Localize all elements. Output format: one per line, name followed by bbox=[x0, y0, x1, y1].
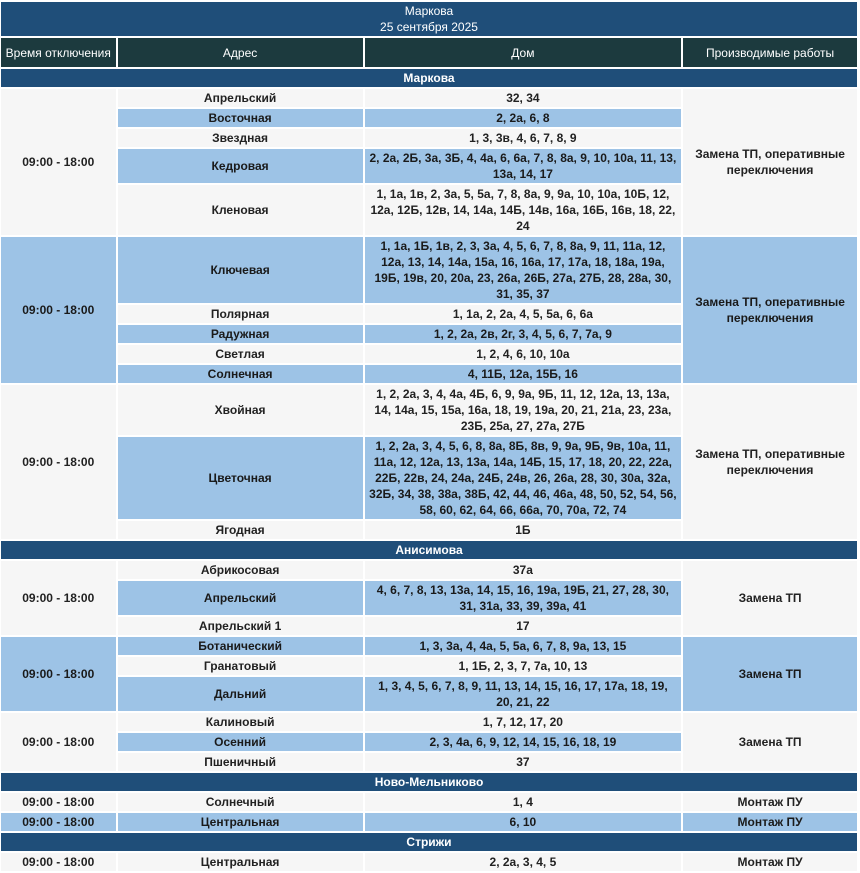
houses-cell: 1, 3, 3а, 4, 4а, 5, 5а, 6, 7, 8, 9а, 13, 15 bbox=[365, 637, 681, 655]
section-heading: Ново-Мельниково bbox=[1, 773, 857, 791]
outage-time-cell: 09:00 - 18:00 bbox=[1, 89, 116, 235]
section-heading: Маркова bbox=[1, 69, 857, 87]
houses-cell: 1, 1а, 1Б, 1в, 2, 3, 3а, 4, 5, 6, 7, 8, 8а, 9, 11, 11а, 12, 12а, 13, 14, 14а, 15а, 16, 16а, 17, 17а, 18, 18а, 19а, 19Б, 19в, 20, 20а, 23, 26а, 26Б, 27а, 27Б, 28, 28а, 30, 31, 35, 37 bbox=[365, 237, 681, 303]
houses-cell: 1, 2, 2а, 3, 4, 5, 6, 8, 8а, 8Б, 8в, 9, 9а, 9Б, 9в, 10а, 11, 11а, 12, 12а, 13, 13а, 14а, 14Б, 15, 17, 18, 20, 22, 22а, 22Б, 22в, 24, 24а, 24Б, 24в, 26, 26а, 28, 30, 30а, 32а, 32Б, 34, 38, 38а, 38Б, 42, 44, 46, 46а, 48, 50, 52, 54, 56, 58, 60, 62, 64, 66, 66а, 70, 70а, 72, 74 bbox=[365, 437, 681, 519]
section-heading: Анисимова bbox=[1, 541, 857, 559]
column-header-house: Дом bbox=[365, 38, 681, 67]
section-row bbox=[1, 833, 857, 851]
houses-cell: 1, 3, 3в, 4, 6, 7, 8, 9 bbox=[365, 129, 681, 147]
street-cell: Кленовая bbox=[118, 185, 363, 235]
street-cell: Восточная bbox=[118, 109, 363, 127]
column-header-row bbox=[1, 38, 857, 67]
street-cell: Апрельский 1 bbox=[118, 617, 363, 635]
houses-cell: 2, 2а, 2Б, 3а, 3Б, 4, 4а, 6, 6а, 7, 8, 8а, 9, 10, 10а, 11, 13, 13а, 14, 17 bbox=[365, 149, 681, 183]
work-type-cell: Замена ТП bbox=[683, 713, 857, 771]
houses-cell: 32, 34 bbox=[365, 89, 681, 107]
table-row bbox=[1, 793, 857, 811]
column-header-time: Время отключения bbox=[1, 38, 116, 67]
street-cell: Солнечный bbox=[118, 793, 363, 811]
work-type-cell: Монтаж ПУ bbox=[683, 793, 857, 811]
street-cell: Ключевая bbox=[118, 237, 363, 303]
work-type-cell: Замена ТП bbox=[683, 637, 857, 711]
section-row bbox=[1, 69, 857, 87]
work-type-cell: Замена ТП bbox=[683, 561, 857, 635]
houses-cell: 1, 7, 12, 17, 20 bbox=[365, 713, 681, 731]
street-cell: Ягодная bbox=[118, 521, 363, 539]
street-cell: Апрельский bbox=[118, 89, 363, 107]
outage-time-cell: 09:00 - 18:00 bbox=[1, 561, 116, 635]
work-type-cell: Замена ТП, оперативные переключения bbox=[683, 89, 857, 235]
outage-time-cell: 09:00 - 18:00 bbox=[1, 237, 116, 383]
houses-cell: 4, 11Б, 12а, 15Б, 16 bbox=[365, 365, 681, 383]
street-cell: Дальний bbox=[118, 677, 363, 711]
street-cell: Звездная bbox=[118, 129, 363, 147]
street-cell: Ботанический bbox=[118, 637, 363, 655]
houses-cell: 17 bbox=[365, 617, 681, 635]
houses-cell: 1, 3, 4, 5, 6, 7, 8, 9, 11, 13, 14, 15, 16, 17, 17а, 18, 19, 20, 21, 22 bbox=[365, 677, 681, 711]
table-title bbox=[1, 2, 857, 36]
section-row bbox=[1, 541, 857, 559]
section-row bbox=[1, 773, 857, 791]
houses-cell: 1, 2, 4, 6, 10, 10а bbox=[365, 345, 681, 363]
street-cell: Полярная bbox=[118, 305, 363, 323]
street-cell: Пшеничный bbox=[118, 753, 363, 771]
street-cell: Радужная bbox=[118, 325, 363, 343]
work-type-cell: Монтаж ПУ bbox=[683, 813, 857, 831]
street-cell: Цветочная bbox=[118, 437, 363, 519]
table-row bbox=[1, 813, 857, 831]
section-heading: Стрижи bbox=[1, 833, 857, 851]
schedule-body bbox=[1, 69, 857, 871]
houses-cell: 1, 1а, 2, 2а, 4, 5, 5а, 6, 6а bbox=[365, 305, 681, 323]
houses-cell: 37а bbox=[365, 561, 681, 579]
street-cell: Солнечная bbox=[118, 365, 363, 383]
table-row bbox=[1, 853, 857, 871]
outage-time-cell: 09:00 - 18:00 bbox=[1, 385, 116, 539]
outage-time-cell: 09:00 - 18:00 bbox=[1, 813, 116, 831]
work-type-cell: Замена ТП, оперативные переключения bbox=[683, 385, 857, 539]
houses-cell: 37 bbox=[365, 753, 681, 771]
table-row bbox=[1, 385, 857, 435]
outage-time-cell: 09:00 - 18:00 bbox=[1, 637, 116, 711]
houses-cell: 2, 2а, 3, 4, 5 bbox=[365, 853, 681, 871]
street-cell: Гранатовый bbox=[118, 657, 363, 675]
houses-cell: 1, 2, 2а, 3, 4, 4а, 4Б, 6, 9, 9а, 9Б, 11, 12, 12а, 13, 13а, 14, 14а, 15, 15а, 16а, 18, 19, 19а, 20, 21, 21а, 23, 23а, 23Б, 25а, 27, 27а, 27Б bbox=[365, 385, 681, 435]
houses-cell: 1, 2, 2а, 2в, 2г, 3, 4, 5, 6, 7, 7а, 9 bbox=[365, 325, 681, 343]
houses-cell: 6, 10 bbox=[365, 813, 681, 831]
table-row bbox=[1, 713, 857, 731]
work-type-cell: Замена ТП, оперативные переключения bbox=[683, 237, 857, 383]
table-row bbox=[1, 237, 857, 303]
locality-title: Маркова bbox=[404, 4, 454, 18]
table-row bbox=[1, 89, 857, 107]
houses-cell: 1Б bbox=[365, 521, 681, 539]
column-header-address: Адрес bbox=[118, 38, 363, 67]
table-row bbox=[1, 561, 857, 579]
houses-cell: 2, 3, 4а, 6, 9, 12, 14, 15, 16, 18, 19 bbox=[365, 733, 681, 751]
houses-cell: 1, 1Б, 2, 3, 7, 7а, 10, 13 bbox=[365, 657, 681, 675]
column-header-work: Производимые работы bbox=[683, 38, 857, 67]
houses-cell: 4, 6, 7, 8, 13, 13а, 14, 15, 16, 19а, 19Б, 21, 27, 28, 30, 31, 31а, 33, 39, 39а, 41 bbox=[365, 581, 681, 615]
outage-time-cell: 09:00 - 18:00 bbox=[1, 853, 116, 871]
houses-cell: 2, 2а, 6, 8 bbox=[365, 109, 681, 127]
street-cell: Центральная bbox=[118, 813, 363, 831]
schedule-date: 25 сентября 2025 bbox=[380, 20, 478, 34]
street-cell: Центральная bbox=[118, 853, 363, 871]
street-cell: Калиновый bbox=[118, 713, 363, 731]
outage-time-cell: 09:00 - 18:00 bbox=[1, 793, 116, 811]
street-cell: Осенний bbox=[118, 733, 363, 751]
houses-cell: 1, 4 bbox=[365, 793, 681, 811]
work-type-cell: Монтаж ПУ bbox=[683, 853, 857, 871]
street-cell: Светлая bbox=[118, 345, 363, 363]
houses-cell: 1, 1а, 1в, 2, 3а, 5, 5а, 7, 8, 8а, 9, 9а, 10, 10а, 10Б, 12, 12а, 12Б, 12в, 14, 14а, 14Б, 14в, 16а, 16Б, 16в, 18, 22, 24 bbox=[365, 185, 681, 235]
outage-time-cell: 09:00 - 18:00 bbox=[1, 713, 116, 771]
street-cell: Кедровая bbox=[118, 149, 363, 183]
street-cell: Апрельский bbox=[118, 581, 363, 615]
table-row bbox=[1, 637, 857, 655]
title-row bbox=[1, 2, 857, 36]
street-cell: Хвойная bbox=[118, 385, 363, 435]
street-cell: Абрикосовая bbox=[118, 561, 363, 579]
